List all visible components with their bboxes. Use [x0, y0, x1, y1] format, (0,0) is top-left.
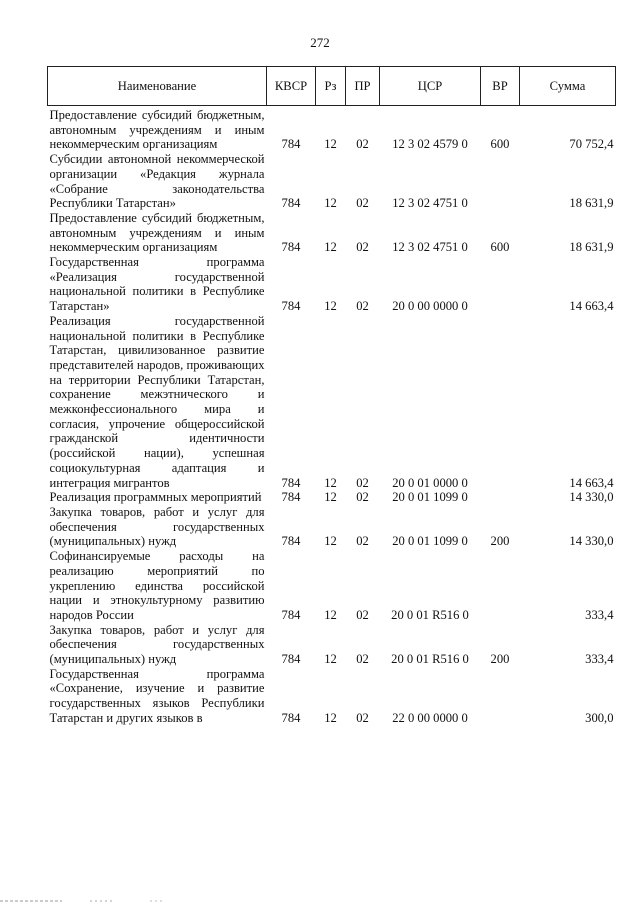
- row-sum: 18 631,9: [569, 240, 614, 255]
- row-rz: 12: [324, 475, 337, 490]
- table-row: [48, 490, 616, 505]
- row-vr: [481, 255, 520, 314]
- row-sum: 333,4: [585, 652, 614, 667]
- row-name: Предоставление субсидий бюджетным, автономным учреждениям и иным некоммерческим организациям: [49, 210, 265, 255]
- row-csr: 20 0 00 0000 0: [392, 299, 468, 314]
- row-kvsr: 784: [281, 196, 301, 211]
- table-row: [48, 314, 616, 490]
- row-vr: [481, 549, 520, 623]
- row-kvsr: 784: [281, 534, 301, 549]
- row-sum: 70 752,4: [569, 137, 614, 152]
- row-sum: 14 330,0: [569, 534, 614, 549]
- table-header-row: [48, 67, 616, 106]
- row-rz: 12: [324, 534, 337, 549]
- table-row: [48, 152, 616, 211]
- row-sum: 18 631,9: [569, 196, 614, 211]
- row-pr: 02: [356, 299, 369, 314]
- row-pr: 02: [356, 490, 369, 505]
- row-csr: 12 3 02 4751 0: [392, 240, 468, 255]
- row-name: Субсидии автономной некоммерческой организации «Редакция журнала «Собрание законодательства Республики Татарстан»: [49, 152, 265, 211]
- column-header-csr: ЦСР: [380, 67, 481, 106]
- row-csr: 22 0 00 0000 0: [392, 710, 468, 725]
- budget-table: [47, 66, 616, 726]
- row-pr: 02: [356, 607, 369, 622]
- row-pr: 02: [356, 475, 369, 490]
- column-header-pr: ПР: [346, 67, 380, 106]
- row-vr: 200: [490, 652, 510, 667]
- row-kvsr: 784: [281, 299, 301, 314]
- scan-edge-marks: [0, 893, 640, 905]
- row-sum: 300,0: [585, 710, 614, 725]
- row-sum: 14 663,4: [569, 299, 614, 314]
- table-row: [48, 106, 616, 153]
- row-kvsr: 784: [281, 240, 301, 255]
- row-vr: 600: [490, 137, 510, 152]
- table-row: [48, 623, 616, 667]
- row-kvsr: 784: [281, 710, 301, 725]
- row-csr: 12 3 02 4751 0: [392, 196, 468, 211]
- row-pr: 02: [356, 240, 369, 255]
- row-vr: [481, 667, 520, 726]
- row-pr: 02: [356, 710, 369, 725]
- row-name: Реализация программных мероприятий: [49, 490, 262, 505]
- table-row: [48, 667, 616, 726]
- row-pr: 02: [356, 196, 369, 211]
- row-csr: 20 0 01 1099 0: [392, 534, 468, 549]
- table-row: [48, 505, 616, 549]
- row-sum: 14 663,4: [569, 475, 614, 490]
- row-rz: 12: [324, 490, 337, 505]
- table-row: [48, 549, 616, 623]
- column-header-name: Наименование: [48, 67, 267, 106]
- row-rz: 12: [324, 299, 337, 314]
- page-number: 272: [310, 35, 330, 50]
- row-name: Реализация государственной национальной политики в Республике Татарстан, цивилизованное развитие представителей народов, проживающих на территории Республики Татарстан, сохранение межэтнического и межконфессионального мира и согласия, упрочение общероссийской гражданской идентичности (российской нации), успешная социокультурная адаптация и интеграция мигрантов: [49, 313, 265, 490]
- column-header-kvsr: КВСР: [267, 67, 316, 106]
- row-vr: [481, 152, 520, 211]
- row-name: Закупка товаров, работ и услуг для обеспечения государственных (муниципальных) нужд: [49, 504, 265, 549]
- row-kvsr: 784: [281, 137, 301, 152]
- row-name: Государственная программа «Сохранение, изучение и развитие государственных языков Республики Татарстан и других языков в: [49, 666, 265, 725]
- row-csr: 20 0 01 R516 0: [391, 652, 469, 667]
- row-csr: 12 3 02 4579 0: [392, 137, 468, 152]
- column-header-sum: Сумма: [520, 67, 616, 106]
- row-vr: 600: [490, 240, 510, 255]
- row-name: Государственная программа «Реализация государственной национальной политики в Республике Татарстан»: [49, 255, 265, 314]
- row-pr: 02: [356, 534, 369, 549]
- row-rz: 12: [324, 652, 337, 667]
- row-name: Закупка товаров, работ и услуг для обеспечения государственных (муниципальных) нужд: [49, 622, 265, 667]
- row-rz: 12: [324, 137, 337, 152]
- row-vr: [481, 314, 520, 490]
- row-kvsr: 784: [281, 652, 301, 667]
- row-sum: 333,4: [585, 607, 614, 622]
- table-row: [48, 255, 616, 314]
- column-header-rz: Рз: [316, 67, 346, 106]
- column-header-vr: ВР: [481, 67, 520, 106]
- row-vr: 200: [490, 534, 510, 549]
- row-csr: 20 0 01 0000 0: [392, 475, 468, 490]
- row-rz: 12: [324, 240, 337, 255]
- row-name: Предоставление субсидий бюджетным, автономным учреждениям и иным некоммерческим организациям: [49, 108, 265, 152]
- row-kvsr: 784: [281, 490, 301, 505]
- row-csr: 20 0 01 R516 0: [391, 607, 469, 622]
- row-name: Софинансируемые расходы на реализацию мероприятий по укреплению единства российской нации и этнокультурному развитию народов России: [49, 549, 265, 622]
- row-rz: 12: [324, 196, 337, 211]
- row-pr: 02: [356, 652, 369, 667]
- row-kvsr: 784: [281, 475, 301, 490]
- row-rz: 12: [324, 607, 337, 622]
- row-csr: 20 0 01 1099 0: [392, 490, 468, 505]
- table-row: [48, 211, 616, 255]
- row-sum: 14 330,0: [569, 490, 614, 505]
- row-pr: 02: [356, 137, 369, 152]
- row-vr: [481, 490, 520, 505]
- row-rz: 12: [324, 710, 337, 725]
- row-kvsr: 784: [281, 607, 301, 622]
